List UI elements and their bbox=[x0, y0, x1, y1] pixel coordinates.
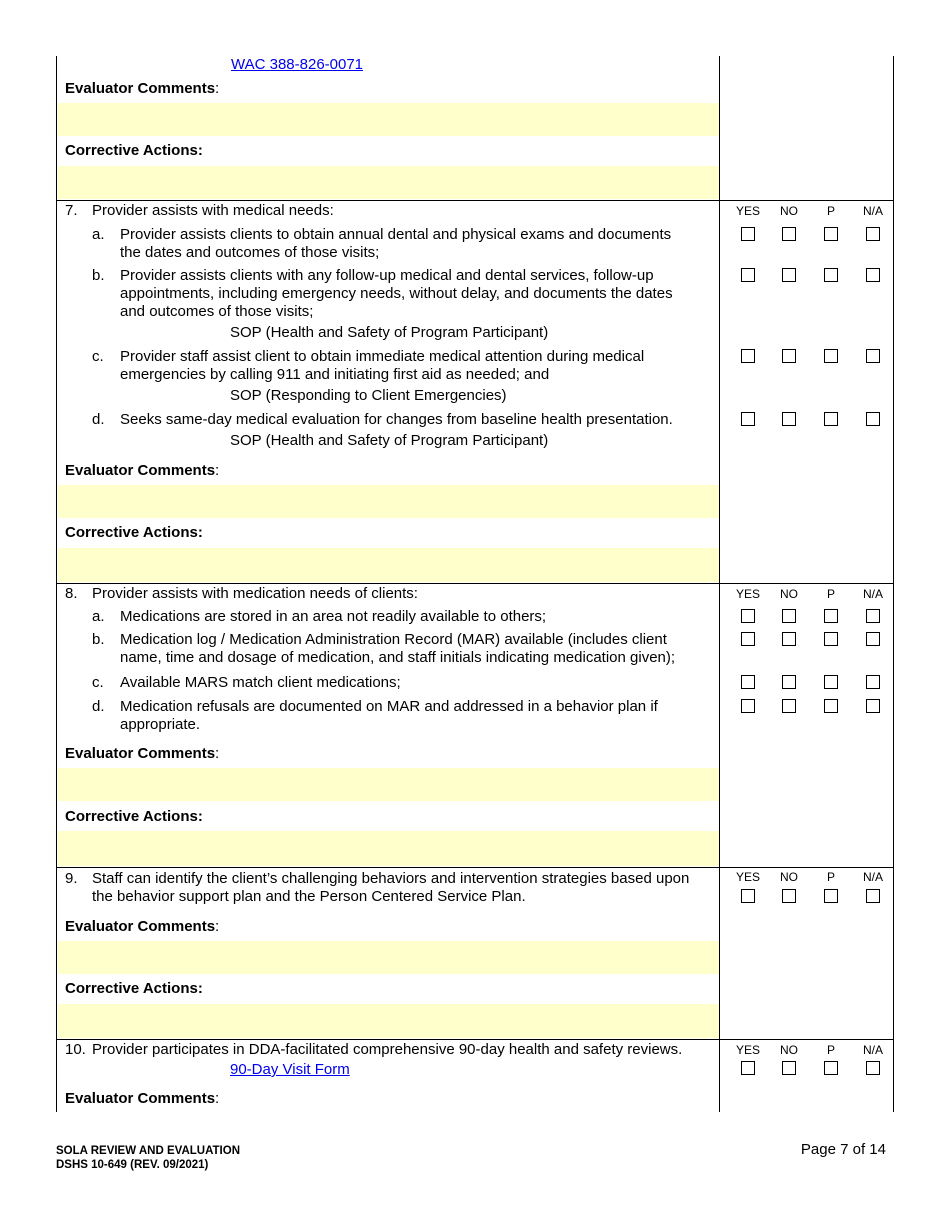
q8-item-b-letter: b. bbox=[92, 631, 105, 648]
header-no: NO bbox=[780, 587, 798, 601]
q7-item-d-text: Seeks same-day medical evaluation for changes from baseline health presentation. bbox=[120, 411, 673, 428]
q7-corrective-actions-field[interactable] bbox=[58, 548, 719, 582]
q7c-yes-checkbox[interactable] bbox=[741, 349, 755, 363]
header-yes: YES bbox=[735, 1043, 760, 1057]
question-8-number: 8. bbox=[65, 585, 78, 602]
table-divider-border bbox=[719, 56, 720, 1112]
q8d-yes-checkbox[interactable] bbox=[741, 699, 755, 713]
q8d-p-checkbox[interactable] bbox=[824, 699, 838, 713]
q7b-yes-checkbox[interactable] bbox=[741, 268, 755, 282]
q10-na-checkbox[interactable] bbox=[866, 1061, 880, 1075]
q9-corrective-actions-label: Corrective Actions: bbox=[65, 980, 203, 997]
wac-link[interactable]: WAC 388-826-0071 bbox=[231, 56, 364, 73]
q8c-p-checkbox[interactable] bbox=[824, 675, 838, 689]
q8a-yes-checkbox[interactable] bbox=[741, 609, 755, 623]
header-p: P bbox=[826, 204, 835, 218]
q8c-no-checkbox[interactable] bbox=[782, 675, 796, 689]
q9-evaluator-comments-label: Evaluator Comments: bbox=[65, 918, 220, 935]
q8-evaluator-comments-field[interactable] bbox=[58, 768, 719, 801]
q7d-p-checkbox[interactable] bbox=[824, 412, 838, 426]
header-na: N/A bbox=[862, 1043, 883, 1057]
header-p: P bbox=[826, 587, 835, 601]
q7-item-c-sop-reference: SOP (Responding to Client Emergencies) bbox=[230, 387, 507, 404]
q7a-p-checkbox[interactable] bbox=[824, 227, 838, 241]
question-10-number: 10. bbox=[65, 1041, 86, 1058]
q7c-p-checkbox[interactable] bbox=[824, 349, 838, 363]
q7b-p-checkbox[interactable] bbox=[824, 268, 838, 282]
q10-no-checkbox[interactable] bbox=[782, 1061, 796, 1075]
q8c-na-checkbox[interactable] bbox=[866, 675, 880, 689]
q7c-na-checkbox[interactable] bbox=[866, 349, 880, 363]
q7a-na-checkbox[interactable] bbox=[866, 227, 880, 241]
q7-item-a-text: Provider assists clients to obtain annual dental and physical exams and documents the dates and outcomes of those visits; bbox=[120, 226, 672, 261]
q8-item-b-text: Medication log / Medication Administration Record (MAR) available (includes client name, time and dosage of medication, and staff initials indicating medication given); bbox=[120, 631, 676, 666]
q7d-na-checkbox[interactable] bbox=[866, 412, 880, 426]
question-9-number: 9. bbox=[65, 870, 78, 887]
q8-corrective-actions-label: Corrective Actions: bbox=[65, 808, 203, 825]
row-divider-q10 bbox=[56, 1039, 894, 1040]
header-yes: YES bbox=[735, 587, 760, 601]
q9-yes-checkbox[interactable] bbox=[741, 889, 755, 903]
q7-item-b-text: Provider assists clients with any follow-up medical and dental services, follow-up appointments, including emergency needs, without delay, and documents the dates and outcomes of those visits; bbox=[120, 267, 673, 320]
q8-corrective-actions-field[interactable] bbox=[58, 831, 719, 866]
question-10-text: Provider participates in DDA-facilitated comprehensive 90-day health and safety reviews. bbox=[92, 1041, 683, 1058]
question-9-text: Staff can identify the client’s challenging behaviors and intervention strategies based upon the behavior support plan and the Person Centered Service Plan. bbox=[92, 870, 690, 905]
q7d-yes-checkbox[interactable] bbox=[741, 412, 755, 426]
header-yes: YES bbox=[735, 870, 760, 884]
row-divider-q8 bbox=[56, 583, 894, 584]
q7-evaluator-comments-field[interactable] bbox=[58, 485, 719, 518]
corrective-actions-field[interactable] bbox=[58, 166, 719, 199]
question-7-text: Provider assists with medical needs: bbox=[92, 202, 334, 219]
q7-evaluator-comments-label: Evaluator Comments: bbox=[65, 462, 220, 479]
q8a-p-checkbox[interactable] bbox=[824, 609, 838, 623]
q8d-no-checkbox[interactable] bbox=[782, 699, 796, 713]
q8-item-c-letter: c. bbox=[92, 674, 104, 691]
q8a-na-checkbox[interactable] bbox=[866, 609, 880, 623]
q10-p-checkbox[interactable] bbox=[824, 1061, 838, 1075]
q10-yes-checkbox[interactable] bbox=[741, 1061, 755, 1075]
q7-item-d-letter: d. bbox=[92, 411, 105, 428]
q7-item-a-letter: a. bbox=[92, 226, 105, 243]
header-na: N/A bbox=[862, 587, 883, 601]
q7-item-c-text: Provider staff assist client to obtain immediate medical attention during medical emergencies by calling 911 and initiating first aid as needed; and bbox=[120, 348, 645, 383]
q7-item-b-sop-reference: SOP (Health and Safety of Program Participant) bbox=[230, 324, 549, 341]
q8b-no-checkbox[interactable] bbox=[782, 632, 796, 646]
q7-item-b-letter: b. bbox=[92, 267, 105, 284]
header-no: NO bbox=[780, 204, 798, 218]
evaluator-comments-field[interactable] bbox=[58, 103, 719, 136]
q7b-no-checkbox[interactable] bbox=[782, 268, 796, 282]
header-yes: YES bbox=[735, 204, 760, 218]
header-p: P bbox=[826, 870, 835, 884]
table-right-border bbox=[893, 56, 894, 1112]
header-no: NO bbox=[780, 1043, 798, 1057]
q8c-yes-checkbox[interactable] bbox=[741, 675, 755, 689]
evaluator-comments-label: Evaluator Comments: bbox=[65, 80, 220, 97]
q8b-p-checkbox[interactable] bbox=[824, 632, 838, 646]
q7a-no-checkbox[interactable] bbox=[782, 227, 796, 241]
header-na: N/A bbox=[862, 204, 883, 218]
q9-no-checkbox[interactable] bbox=[782, 889, 796, 903]
q8-evaluator-comments-label: Evaluator Comments: bbox=[65, 745, 220, 762]
corrective-actions-label: Corrective Actions: bbox=[65, 142, 203, 159]
page-number: Page 7 of 14 bbox=[800, 1141, 886, 1158]
q8-item-d-text: Medication refusals are documented on MAR and addressed in a behavior plan if appropriate. bbox=[120, 698, 658, 733]
q8-item-a-letter: a. bbox=[92, 608, 105, 625]
header-na: N/A bbox=[862, 870, 883, 884]
row-divider-q9 bbox=[56, 867, 894, 868]
q9-p-checkbox[interactable] bbox=[824, 889, 838, 903]
footer-form-number: DSHS 10-649 (REV. 09/2021) bbox=[56, 1159, 209, 1171]
q8d-na-checkbox[interactable] bbox=[866, 699, 880, 713]
q9-corrective-actions-field[interactable] bbox=[58, 1004, 719, 1038]
q8b-yes-checkbox[interactable] bbox=[741, 632, 755, 646]
ninety-day-visit-form-link[interactable]: 90-Day Visit Form bbox=[230, 1061, 350, 1078]
q8-item-d-letter: d. bbox=[92, 698, 105, 715]
q7-corrective-actions-label: Corrective Actions: bbox=[65, 524, 203, 541]
row-divider-q7 bbox=[56, 200, 894, 201]
q7-item-c-letter: c. bbox=[92, 348, 104, 365]
q9-evaluator-comments-field[interactable] bbox=[58, 941, 719, 974]
q8a-no-checkbox[interactable] bbox=[782, 609, 796, 623]
q9-na-checkbox[interactable] bbox=[866, 889, 880, 903]
q7a-yes-checkbox[interactable] bbox=[741, 227, 755, 241]
footer-form-title: SOLA REVIEW AND EVALUATION bbox=[56, 1145, 240, 1157]
question-8-text: Provider assists with medication needs of clients: bbox=[92, 585, 418, 602]
q7d-no-checkbox[interactable] bbox=[782, 412, 796, 426]
q8b-na-checkbox[interactable] bbox=[866, 632, 880, 646]
question-7-number: 7. bbox=[65, 202, 78, 219]
table-left-border bbox=[56, 56, 57, 1112]
q7c-no-checkbox[interactable] bbox=[782, 349, 796, 363]
header-no: NO bbox=[780, 870, 798, 884]
q8-item-c-text: Available MARS match client medications; bbox=[120, 674, 401, 691]
header-p: P bbox=[826, 1043, 835, 1057]
q7-item-d-sop-reference: SOP (Health and Safety of Program Participant) bbox=[230, 432, 549, 449]
q7b-na-checkbox[interactable] bbox=[866, 268, 880, 282]
q10-evaluator-comments-label: Evaluator Comments: bbox=[65, 1090, 220, 1107]
q8-item-a-text: Medications are stored in an area not readily available to others; bbox=[120, 608, 547, 625]
